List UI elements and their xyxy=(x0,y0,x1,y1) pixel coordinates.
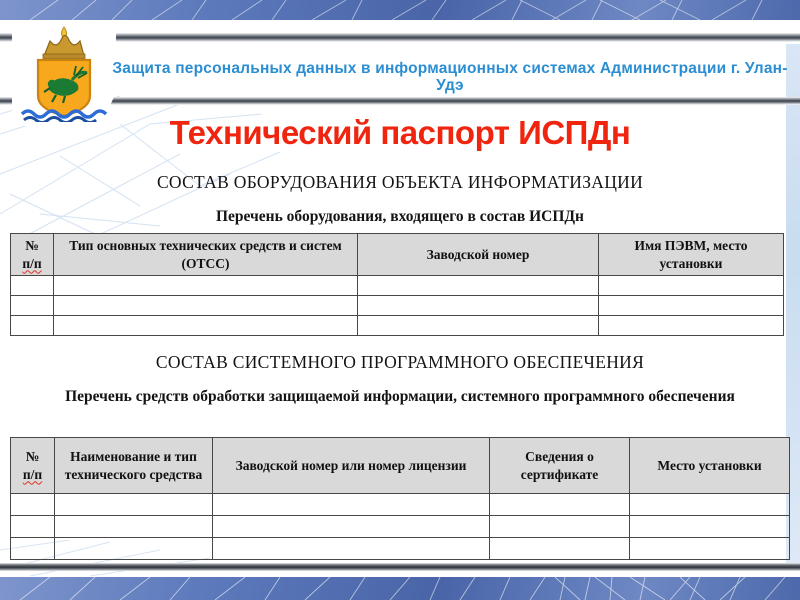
num-header-line2: п/п xyxy=(22,466,43,482)
empty-cell xyxy=(490,538,630,560)
empty-cell xyxy=(358,276,599,296)
equipment-table-header-row xyxy=(11,234,784,276)
empty-cell xyxy=(490,494,630,516)
table-row xyxy=(11,516,790,538)
table-row xyxy=(11,538,790,560)
empty-cell xyxy=(11,296,54,316)
top-banner xyxy=(0,0,800,20)
empty-cell xyxy=(11,538,55,560)
ulan-ude-coat-of-arms xyxy=(20,26,108,122)
col-header-pc-name-location: Имя ПЭВМ, место установки xyxy=(599,234,784,276)
empty-cell xyxy=(11,316,54,336)
empty-cell xyxy=(11,516,55,538)
slide-header-title: Защита персональных данных в информационных системах Администрации г. Улан-Удэ xyxy=(112,60,788,95)
equipment-table xyxy=(10,233,784,336)
col-header-device-name-type: Наименование и тип технического средства xyxy=(55,438,213,494)
num-header-line1: № xyxy=(25,449,40,465)
empty-cell xyxy=(358,296,599,316)
empty-cell xyxy=(213,516,490,538)
empty-cell xyxy=(11,276,54,296)
empty-cell xyxy=(630,538,790,560)
table-row xyxy=(11,276,784,296)
empty-cell xyxy=(54,276,358,296)
section-software-heading: СОСТАВ СИСТЕМНОГО ПРОГРАММНОГО ОБЕСПЕЧЕНИЯ xyxy=(155,352,645,372)
empty-cell xyxy=(54,316,358,336)
col-header-install-location: Место установки xyxy=(630,438,790,494)
empty-cell xyxy=(213,538,490,560)
num-header-line2: п/п xyxy=(22,255,42,271)
empty-cell xyxy=(599,296,784,316)
empty-cell xyxy=(490,516,630,538)
col-header-serial-number: Заводской номер xyxy=(358,234,599,276)
col-header-certificate-info: Сведения о сертификате xyxy=(490,438,630,494)
crown-icon xyxy=(43,27,85,59)
col-header-num xyxy=(11,438,55,494)
section-software-subtitle: Перечень средств обработки защищаемой информации, системного программного обеспечения xyxy=(65,388,735,405)
empty-cell xyxy=(599,276,784,296)
empty-cell xyxy=(55,538,213,560)
empty-cell xyxy=(599,316,784,336)
section-equipment-heading: СОСТАВ ОБОРУДОВАНИЯ ОБЪЕКТА ИНФОРМАТИЗАЦИИ xyxy=(156,172,644,192)
num-header-line1: № xyxy=(25,238,39,254)
table-row xyxy=(11,494,790,516)
header-divider-top xyxy=(0,33,800,42)
empty-cell xyxy=(55,516,213,538)
table-row xyxy=(11,316,784,336)
empty-cell xyxy=(630,494,790,516)
header-divider-bottom xyxy=(0,97,800,105)
software-table xyxy=(10,437,790,560)
empty-cell xyxy=(55,494,213,516)
top-banner-texture xyxy=(0,0,800,20)
bottom-banner-texture xyxy=(0,577,800,600)
col-header-serial-or-license: Заводской номер или номер лицензии xyxy=(213,438,490,494)
col-header-num xyxy=(11,234,54,276)
empty-cell xyxy=(213,494,490,516)
empty-cell xyxy=(358,316,599,336)
software-table-header-row xyxy=(11,438,790,494)
footer-divider xyxy=(0,563,800,571)
table-row xyxy=(11,296,784,316)
page-title: Технический паспорт ИСПДн xyxy=(169,114,631,151)
empty-cell xyxy=(54,296,358,316)
col-header-otss-type: Тип основных технических средств и систем (ОТСС) xyxy=(54,234,358,276)
section-equipment-subtitle: Перечень оборудования, входящего в состав ИСПДн xyxy=(216,208,584,225)
empty-cell xyxy=(11,494,55,516)
empty-cell xyxy=(630,516,790,538)
bottom-banner xyxy=(0,577,800,600)
